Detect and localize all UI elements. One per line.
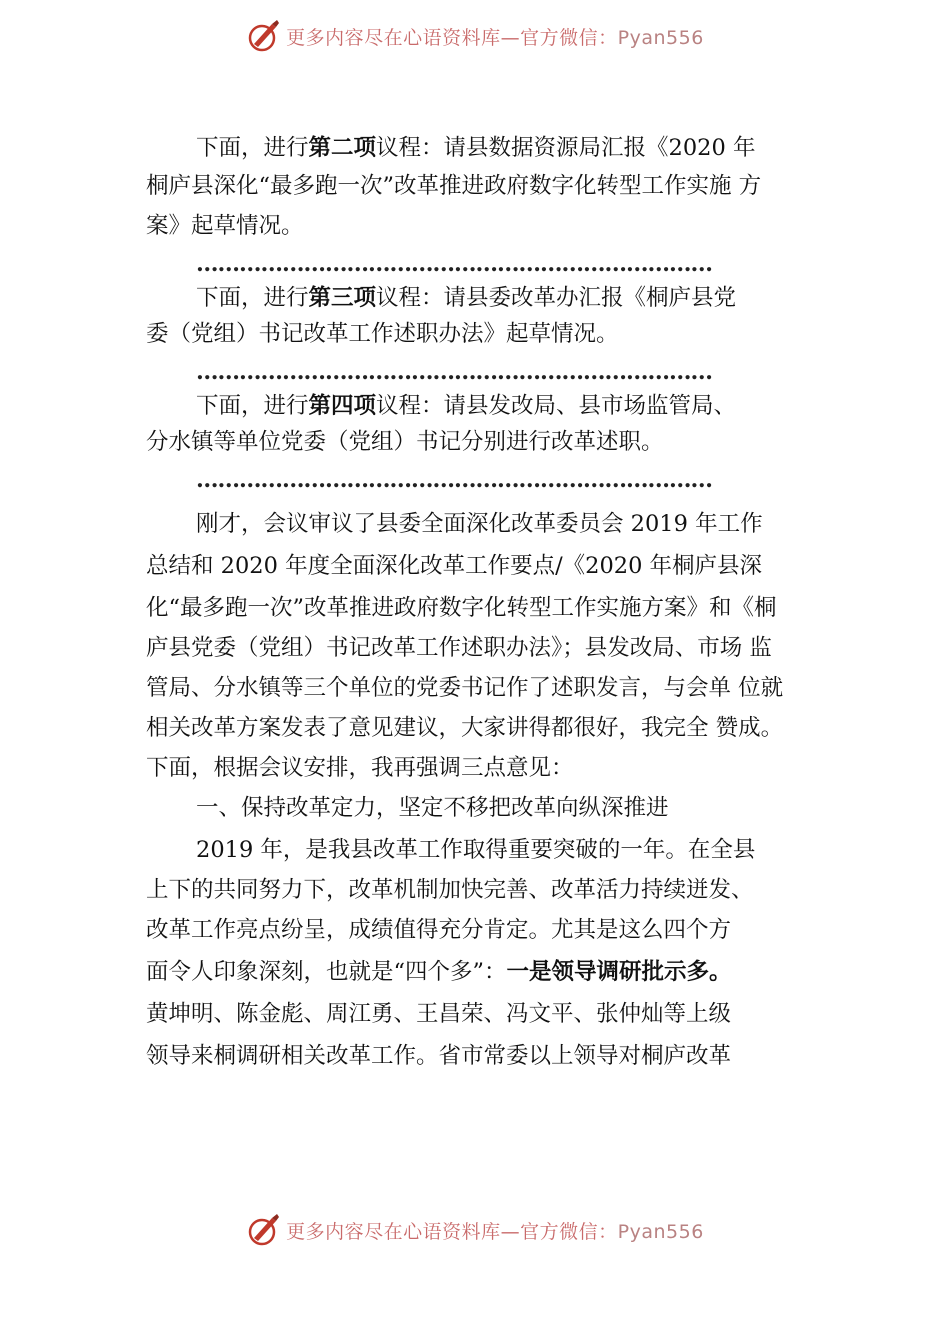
item3-line1: 下面，进行第三项议程：请县委改革办汇报《桐庐县党 [196,285,737,311]
para2019-line-2: 上下的共同努力下，改革机制加快完善、改革活力持续迸发、 [146,877,754,903]
para2019-line-1: 2019 年，是我县改革工作取得重要突破的一年。在全县 [196,837,756,863]
dotted-separator-1: ……………………………………………………………… [196,251,712,277]
para2019-line-6: 领导来桐调研相关改革工作。省市常委以上领导对桐庐改革 [146,1043,732,1069]
item3-line2: 委（党组）书记改革工作述职办法》起草情况。 [146,321,619,347]
summary-line-7: 下面，根据会议安排，我再强调三点意见： [146,755,574,781]
item2-line2: 桐庐县深化“最多跑一次”改革推进政府数字化转型工作实施 方 [146,173,762,199]
watermark-header [0,14,950,58]
summary-line-1: 刚才，会议审议了县委全面深化改革委员会 2019 年工作 [196,511,763,537]
item2-line1: 下面，进行第二项议程：请县数据资源局汇报《2020 年 [196,135,756,161]
watermark-text: 更多内容尽在心语资料库—官方微信：Pyan556 [286,1220,704,1243]
watermark-footer [0,1208,950,1252]
dotted-separator-3: ……………………………………………………………… [196,467,712,493]
summary-line-3: 化“最多跑一次”改革推进政府数字化转型工作实施方案》和《桐 [146,595,777,621]
para2019-line-4: 面令人印象深刻，也就是“四个多”：一是领导调研批示多。 [146,959,732,985]
watermark-account: Pyan556 [617,1220,704,1243]
item3-bold: 第三项 [308,285,377,311]
summary-line-6: 相关改革方案发表了意见建议，大家讲得都很好，我完全 赞成。 [146,715,784,741]
section-heading-1: 一、保持改革定力，坚定不移把改革向纵深推进 [196,795,669,821]
para2019-bold: 一是领导调研批示多。 [506,959,732,985]
summary-line-2: 总结和 2020 年度全面深化改革工作要点/《2020 年桐庐县深 [146,553,763,579]
pen-logo-icon [246,18,282,54]
item4-bold: 第四项 [308,393,377,419]
item2-bold: 第二项 [308,135,377,161]
para2019-line-3: 改革工作亮点纷呈，成绩值得充分肯定。尤其是这么四个方 [146,917,732,943]
watermark-account: Pyan556 [617,26,704,49]
pen-logo-icon [246,1212,282,1248]
item2-line3: 案》起草情况。 [146,213,304,239]
item4-line1: 下面，进行第四项议程：请县发改局、县市场监管局、 [196,393,737,419]
para2019-line-5: 黄坤明、陈金彪、周江勇、王昌荣、冯文平、张仲灿等上级 [146,1001,732,1027]
summary-line-4: 庐县党委（党组）书记改革工作述职办法》；县发改局、市场 监 [146,635,772,661]
item4-line2: 分水镇等单位党委（党组）书记分别进行改革述职。 [146,429,664,455]
dotted-separator-2: ……………………………………………………………… [196,359,712,385]
watermark-text: 更多内容尽在心语资料库—官方微信：Pyan556 [286,26,704,49]
summary-line-5: 管局、分水镇等三个单位的党委书记作了述职发言，与会单 位就 [146,675,784,701]
